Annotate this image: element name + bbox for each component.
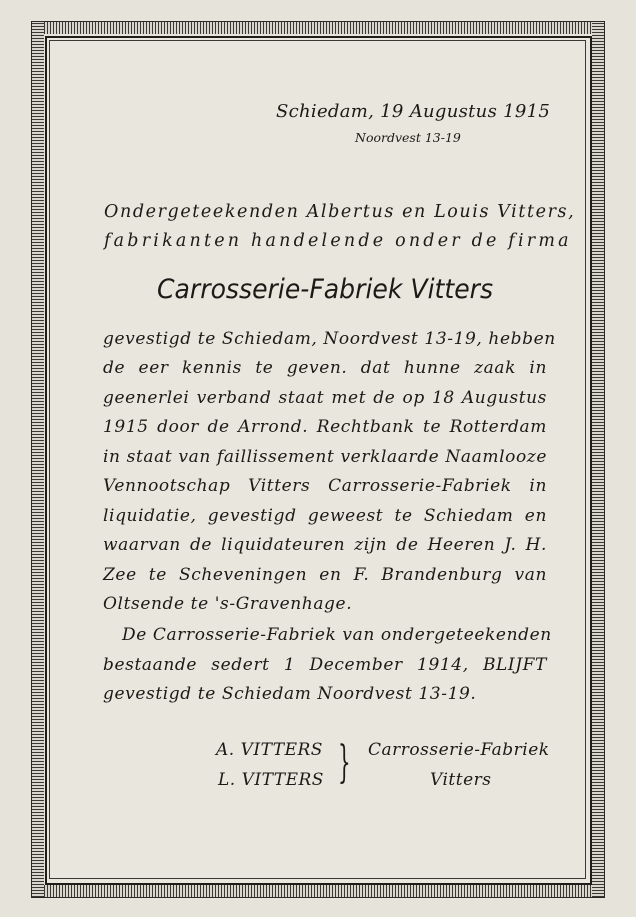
body-line: in staat van faillissement verklaarde Naamlooze bbox=[103, 447, 547, 467]
signature-firm: Carrosserie-Fabriek bbox=[368, 740, 550, 760]
signature-name: A. VITTERS bbox=[216, 740, 323, 760]
body-line: gevestigd te Schiedam, Noordvest 13-19, hebben bbox=[103, 329, 556, 349]
body-line: geenerlei verband staat met de op 18 Augustus bbox=[103, 388, 547, 408]
signature-brace: } bbox=[338, 737, 351, 788]
address: Noordvest 13-19 bbox=[355, 130, 461, 145]
second-paragraph-line: gevestigd te Schiedam Noordvest 13-19. bbox=[103, 684, 477, 704]
body-line: Oltsende te 's-Gravenhage. bbox=[103, 594, 353, 614]
body-line: liquidatie, gevestigd geweest te Schiedam en bbox=[103, 506, 547, 526]
body-line: 1915 door de Arrond. Rechtbank te Rotterdam bbox=[103, 417, 547, 437]
second-paragraph-line: bestaande sedert 1 December 1914, BLIJFT bbox=[103, 655, 547, 675]
second-paragraph-line: De Carrosserie-Fabriek van ondergeteekenden bbox=[122, 625, 552, 645]
place-date: Schiedam, 19 Augustus 1915 bbox=[276, 101, 551, 122]
intro-line: fabrikanten handelende onder de firma bbox=[104, 231, 572, 251]
intro-line: Ondergeteekenden Albertus en Louis Vitters, bbox=[104, 202, 576, 222]
signature-firm: Vitters bbox=[430, 770, 492, 790]
firm-name-heading: Carrosserie-Fabriek Vitters bbox=[157, 274, 494, 305]
body-line: de eer kennis te geven. dat hunne zaak in bbox=[103, 358, 547, 378]
signature-name: L. VITTERS bbox=[218, 770, 324, 790]
body-line: Vennootschap Vitters Carrosserie-Fabriek in bbox=[103, 476, 547, 496]
body-line: Zee te Scheveningen en F. Brandenburg van bbox=[103, 565, 547, 585]
body-line: waarvan de liquidateuren zijn de Heeren J. H. bbox=[103, 535, 547, 555]
